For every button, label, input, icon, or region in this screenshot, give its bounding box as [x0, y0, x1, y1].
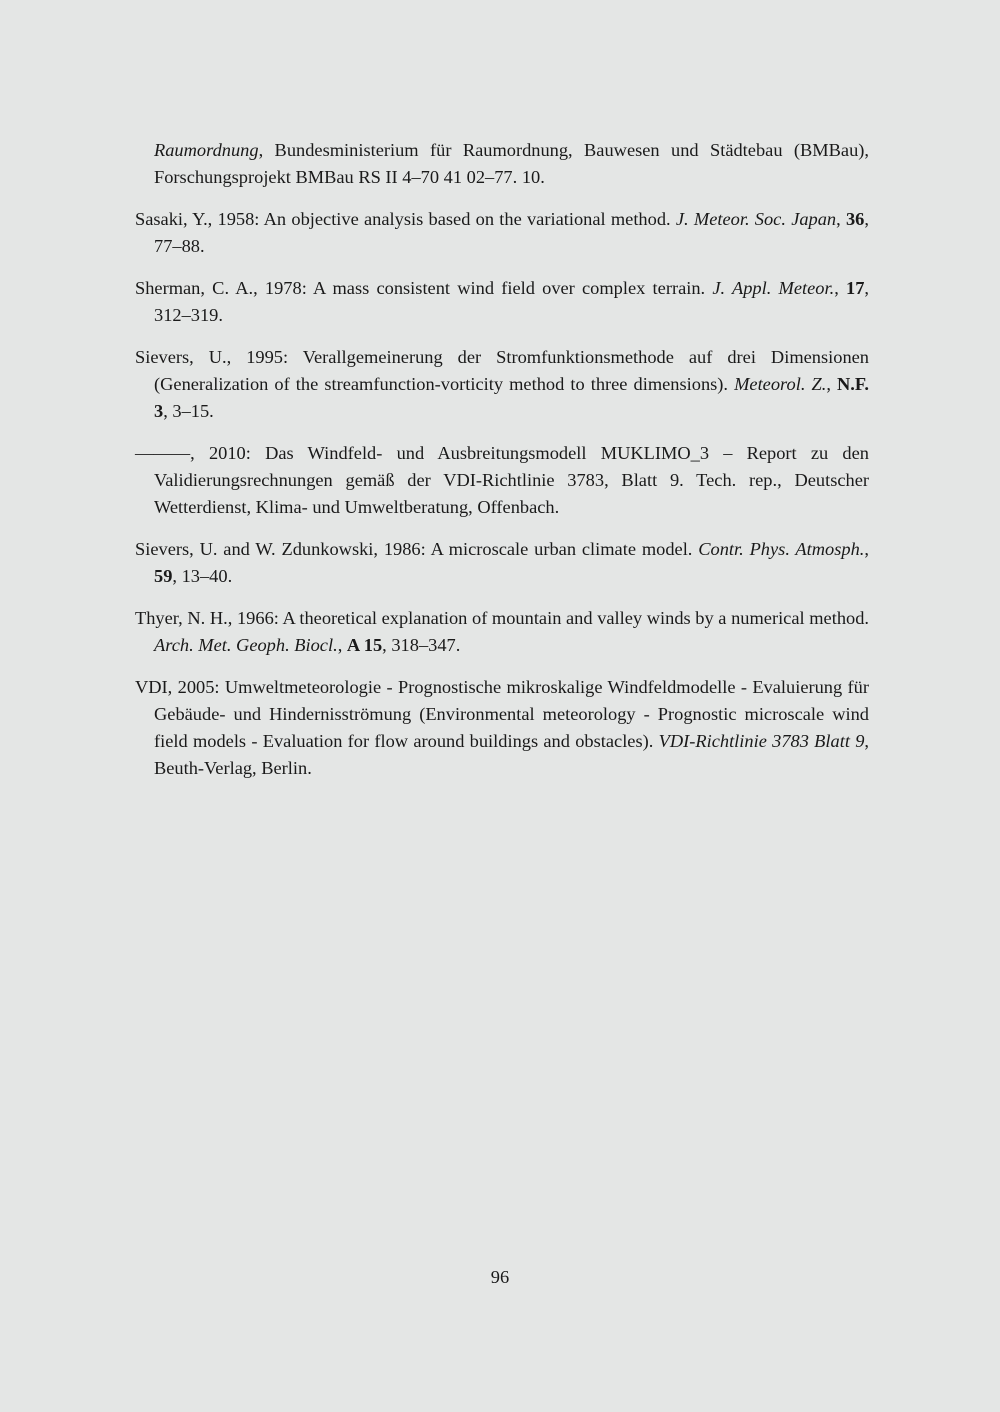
reference-text: Sievers, U. and W. Zdunkowski, 1986: A microscale urban climate model.: [135, 539, 699, 559]
reference-italic-text: Meteorol. Z.: [734, 374, 827, 394]
reference-text: ,: [836, 209, 846, 229]
reference-italic-text: Raumordnung: [154, 140, 259, 160]
reference-text: , 77–88.: [154, 209, 869, 256]
reference-text: , 3–15.: [163, 401, 214, 421]
reference-text: Thyer, N. H., 1966: A theoretical explanation of mountain and valley winds by a numerical method.: [135, 608, 869, 628]
reference-text: ———, 2010: Das Windfeld- und Ausbreitungsmodell MUKLIMO_3 – Report zu den Validierungsrechnungen gemäß der VDI-Richtlinie 3783, Blatt 9. Tech. rep., Deutscher Wetterdienst, Klima- und Umweltberatung, Offenbach.: [135, 443, 869, 517]
reference-bold-text: N.F. 3: [154, 374, 869, 421]
reference-text: , Bundesministerium für Raumordnung, Bauwesen und Städtebau (BMBau), Forschungsprojekt BMBau RS II 4–70 41 02–77. 10.: [154, 140, 869, 187]
reference-italic-text: J. Appl. Meteor.: [712, 278, 835, 298]
reference-entry-thyer-1966: [135, 605, 869, 659]
reference-italic-text: J. Meteor. Soc. Japan: [675, 209, 837, 229]
reference-text: ,: [834, 278, 846, 298]
reference-text: , 13–40.: [172, 566, 233, 586]
reference-text: , 312–319.: [154, 278, 869, 325]
reference-text: , 318–347.: [382, 635, 461, 655]
reference-bold-text: 36: [845, 209, 865, 229]
reference-text: , Beuth-Verlag, Berlin.: [154, 731, 869, 778]
reference-text: Sherman, C. A., 1978: A mass consistent wind field over complex terrain.: [135, 278, 713, 298]
page-number: 96: [490, 1267, 510, 1287]
reference-text: Sasaki, Y., 1958: An objective analysis based on the variational method.: [135, 209, 676, 229]
reference-entry-sievers-zdunkowski-1986: [135, 536, 869, 590]
reference-italic-text: Arch. Met. Geoph. Biocl.: [154, 635, 338, 655]
reference-italic-text: VDI-Richtlinie 3783 Blatt 9: [658, 731, 865, 751]
reference-entry-sherman-1978: [135, 275, 869, 329]
reference-bold-text: 17: [846, 278, 865, 298]
reference-bold-text: A 15: [346, 635, 383, 655]
reference-text: ,: [864, 539, 869, 559]
reference-text: ,: [826, 374, 837, 394]
reference-text: ,: [337, 635, 347, 655]
reference-bold-text: 59: [154, 566, 173, 586]
reference-entry-sasaki-1958: [135, 206, 869, 260]
reference-entry-vdi-2005: [135, 674, 869, 782]
reference-entry-bmbau: [135, 137, 869, 191]
reference-entry-sievers-1995: [135, 344, 869, 425]
reference-italic-text: Contr. Phys. Atmosph.: [698, 539, 865, 559]
reference-text: VDI, 2005: Umweltmeteorologie - Prognostische mikroskalige Windfeldmodelle - Evaluierung für Gebäude- und Hindernisströmung (Environmental meteorology - Prognostic microscale wind field models - Evaluation for flow around buildings and obstacles).: [135, 677, 869, 751]
reference-list: [135, 137, 869, 797]
reference-text: Sievers, U., 1995: Verallgemeinerung der Stromfunktionsmethode auf drei Dimensionen (Generalization of the streamfunction-vorticity method to three dimensions).: [135, 347, 869, 394]
reference-entry-sievers-2010: [135, 440, 869, 521]
